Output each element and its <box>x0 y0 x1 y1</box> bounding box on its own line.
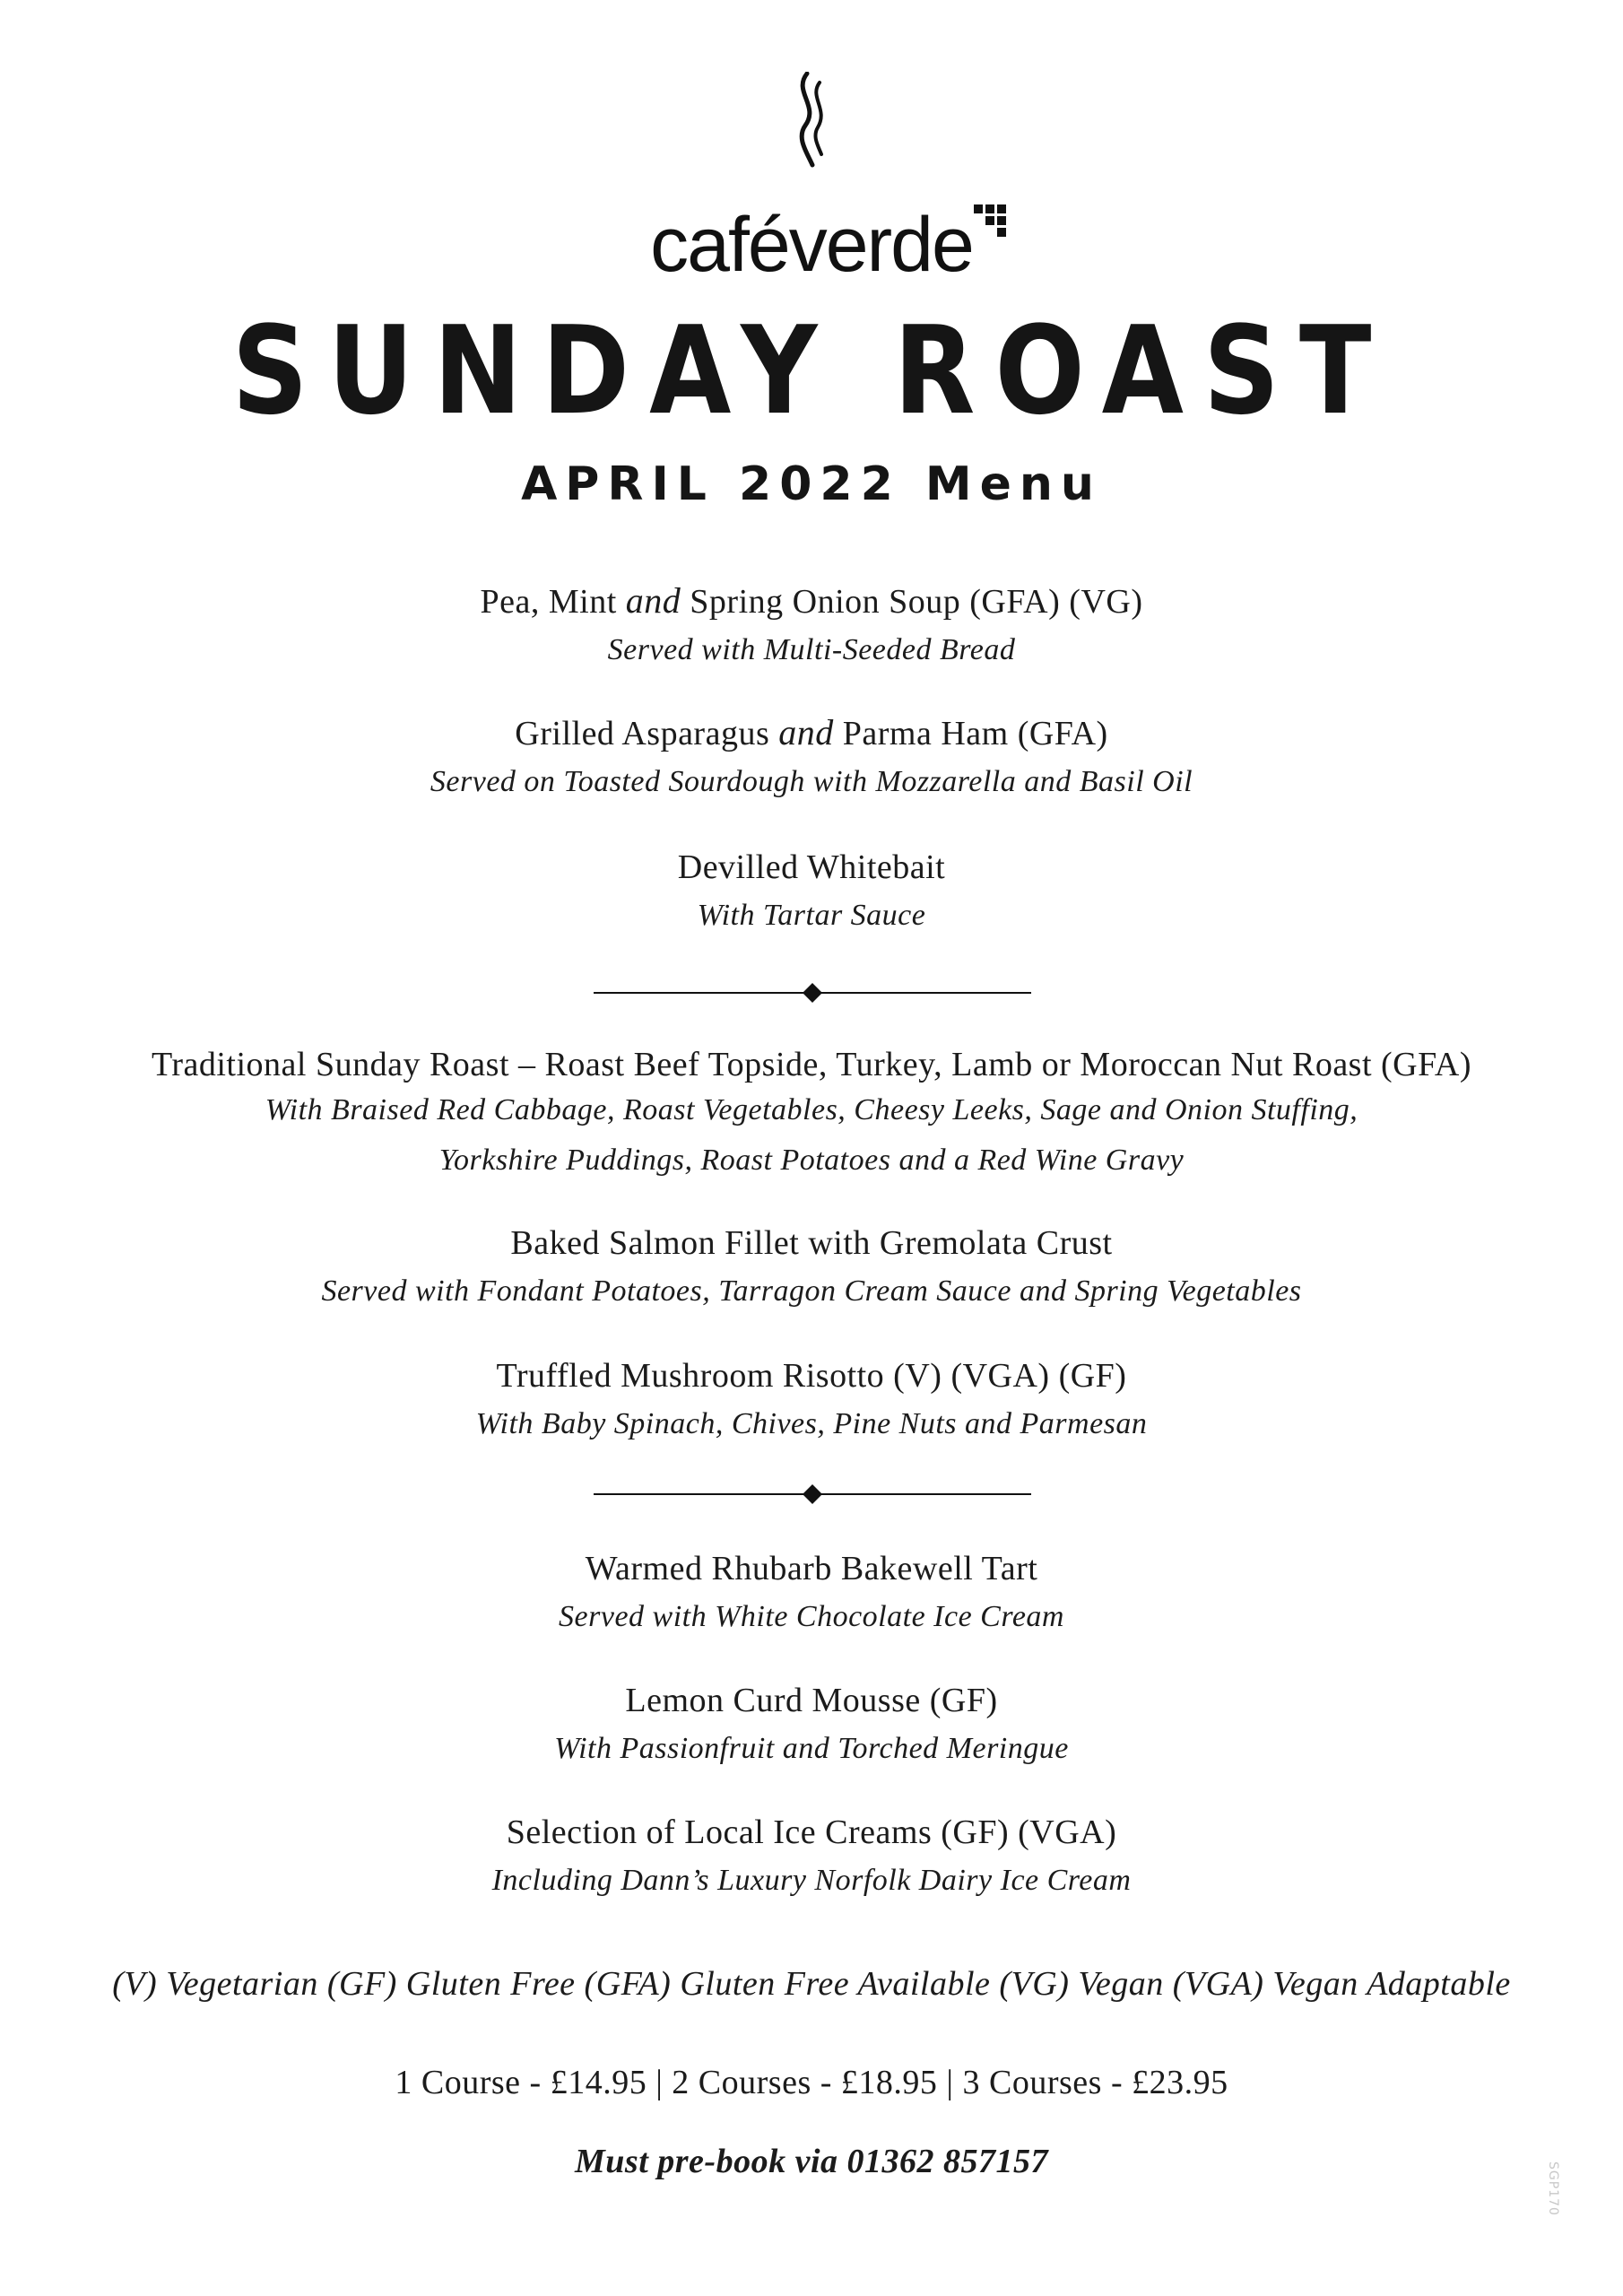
item-description: Including Dann’s Luxury Norfolk Dairy Ice Cream <box>491 1864 1132 1897</box>
item-name: Pea, Mint and Spring Onion Soup (GFA) (VG) <box>480 580 1143 621</box>
item-name: Lemon Curd Mousse (GF) <box>625 1682 998 1719</box>
and-script: and <box>778 712 834 752</box>
item-name: Grilled Asparagus and Parma Ham (GFA) <box>515 712 1108 752</box>
section-divider <box>594 979 1031 1006</box>
main-item <box>0 1356 1623 1444</box>
starter-item <box>0 713 1623 802</box>
page-title: SUNDAY ROAST <box>231 299 1392 442</box>
item-description: Served on Toasted Sourdough with Mozzarella and Basil Oil <box>430 765 1193 798</box>
dessert-item <box>0 1681 1623 1769</box>
diamond-icon <box>803 983 822 1003</box>
item-name: Traditional Sunday Roast – Roast Beef Topside, Turkey, Lamb or Moroccan Nut Roast (GFA) <box>151 1046 1472 1083</box>
starter-item <box>0 581 1623 670</box>
item-name: Warmed Rhubarb Bakewell Tart <box>585 1550 1038 1587</box>
dessert-item <box>0 1549 1623 1637</box>
cafeverde-logo <box>0 63 1623 288</box>
item-description: With Baby Spinach, Chives, Pine Nuts and Parmesan <box>475 1407 1148 1440</box>
dessert-item <box>0 1813 1623 1900</box>
steam-icon <box>780 72 834 170</box>
diamond-icon <box>803 1484 822 1504</box>
item-description: Served with Multi-Seeded Bread <box>607 633 1016 666</box>
item-description: With Braised Red Cabbage, Roast Vegetables, Cheesy Leeks, Sage and Onion Stuffing, <box>265 1093 1358 1126</box>
logo-squares-icon <box>974 204 1010 248</box>
item-description: Served with White Chocolate Ice Cream <box>559 1600 1064 1633</box>
item-description: Served with Fondant Potatoes, Tarragon Cream Sauce and Spring Vegetables <box>321 1274 1302 1308</box>
item-name: Selection of Local Ice Creams (GF) (VGA) <box>506 1813 1117 1851</box>
item-description: With Passionfruit and Torched Meringue <box>554 1732 1069 1765</box>
print-code: SGP170 <box>1546 2161 1560 2216</box>
course-prices: 1 Course - £14.95 | 2 Courses - £18.95 | 3 Courses - £23.95 <box>395 2064 1228 2101</box>
item-name: Baked Salmon Fillet with Gremolata Crust <box>510 1224 1113 1262</box>
prebook-phone: Must pre-book via 01362 857157 <box>575 2143 1048 2180</box>
menu-subtitle: APRIL 2022 Menu <box>521 457 1102 511</box>
logo-wordmark: caféverde <box>650 202 973 288</box>
main-item <box>0 1045 1623 1185</box>
starter-item <box>0 848 1623 935</box>
main-item <box>0 1223 1623 1311</box>
item-name: Devilled Whitebait <box>677 848 946 886</box>
dietary-legend: (V) Vegetarian (GF) Gluten Free (GFA) Gluten Free Available (VG) Vegan (VGA) Vegan Adaptable <box>112 1965 1511 2003</box>
item-description: Yorkshire Puddings, Roast Potatoes and a Red Wine Gravy <box>438 1144 1185 1177</box>
and-script: and <box>625 580 681 621</box>
item-name: Truffled Mushroom Risotto (V) (VGA) (GF) <box>496 1357 1127 1395</box>
item-description: With Tartar Sauce <box>697 899 926 932</box>
section-divider <box>594 1481 1031 1508</box>
